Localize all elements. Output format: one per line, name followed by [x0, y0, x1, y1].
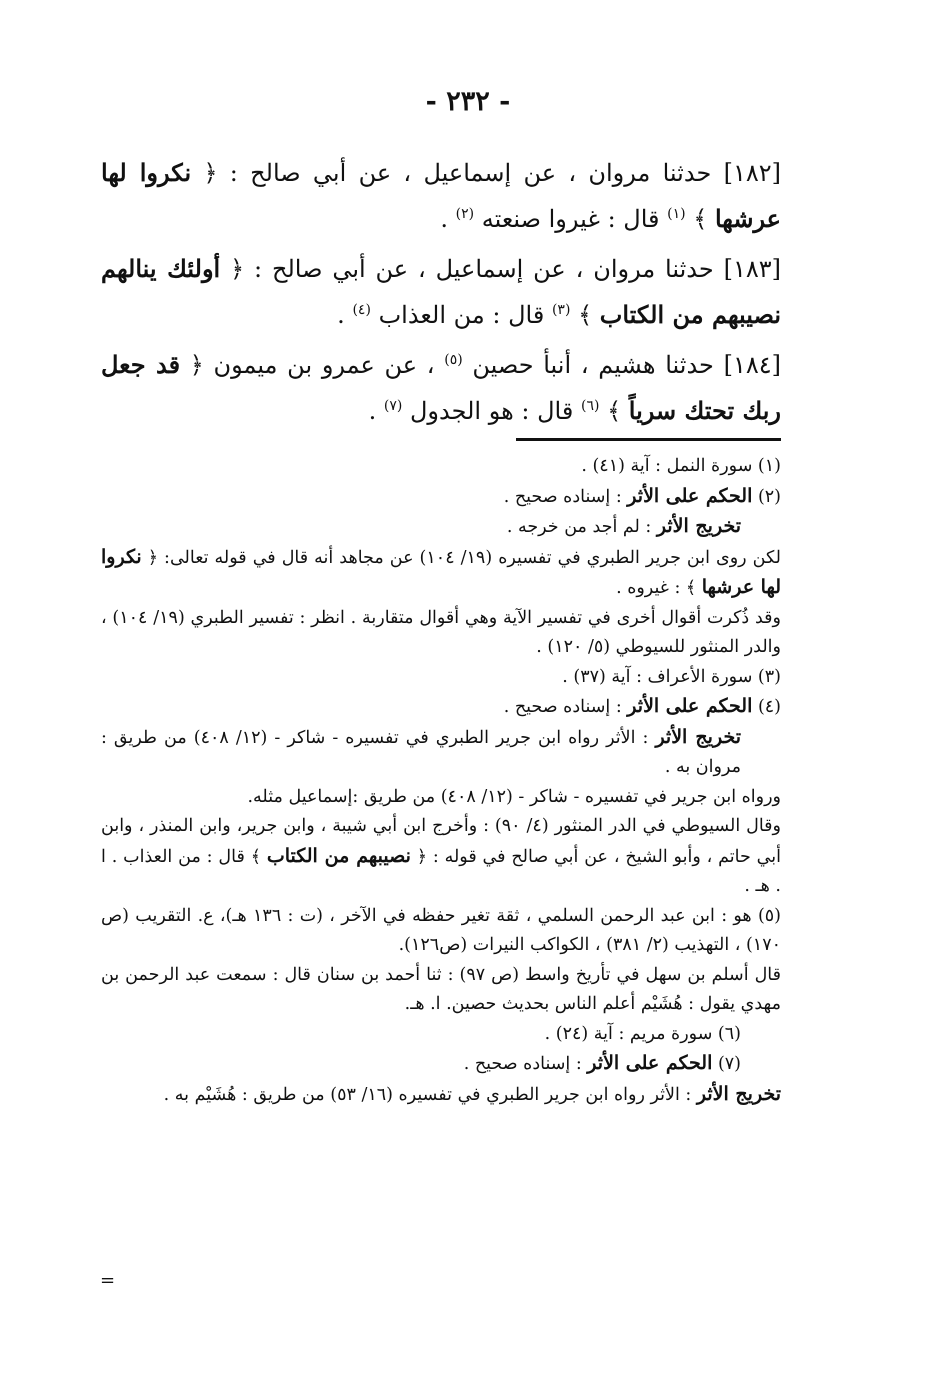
footnote-ref: (٥) — [444, 352, 463, 368]
footnote-paragraph — [101, 543, 781, 604]
footnotes — [101, 452, 781, 1110]
takhrij-label: تخريج الأثر — [696, 1082, 781, 1105]
footnote-number: (٢) — [757, 486, 781, 507]
takhrij-line — [101, 1080, 781, 1111]
footnote-4 — [101, 692, 781, 723]
entry-intro: حدثنا هشيم ، أنبأ حصين — [472, 351, 714, 379]
page-number: - ٢٣٢ - — [425, 86, 511, 117]
entry-number: [١٨٣] — [723, 255, 782, 283]
footnote-5: (٥) هو : ابن عبد الرحمن السلمي ، ثقة تغير حفظه في الآخر ، (ت : ١٣٦ هـ)، ع. التقريب (ص ١٧٠) ، التهذيب (٢/ ٣٨١) ، الكواكب النيرات (ص١٢٦). — [101, 905, 781, 955]
note-text: لكن روى ابن جرير الطبري في تفسيره (١٩/ ١٠٤) عن مجاهد أنه قال في قوله تعالى: ﴿ — [147, 547, 781, 568]
entry-intro: حدثنا مروان ، عن إسماعيل ، عن أبي صالح : ﴿ — [203, 159, 712, 187]
footnote-paragraph: وقد ذُكرت أقوال أخرى في تفسير الآية وهي أقوال متقاربة . انظر : تفسير الطبري (١٩/ ١٠٤) ، والدر المنثور للسيوطي (٥/ ١٢٠) . — [101, 607, 781, 657]
quran-verse: نكروا لها عرشها — [101, 545, 781, 598]
footnote-separator — [516, 438, 781, 441]
footnote-ref: (٢) — [455, 206, 475, 222]
footnote-paragraph: قال أسلم بن سهل في تأريخ واسط (ص ٩٧) : ثنا أحمد بن سنان قال : سمعت عبد الرحمن بن مهدي يقول : هُشَيْم أعلم الناس بحديث حصين. ا. هـ. — [101, 964, 781, 1014]
footnote-ref: (٧) — [383, 398, 403, 414]
entry-intro: حدثنا مروان ، عن إسماعيل ، عن أبي صالح : ﴿ — [230, 255, 714, 283]
entry-end: . — [337, 301, 345, 329]
ruling-label: الحكم على الأثر — [627, 484, 753, 507]
entry-182 — [101, 150, 781, 242]
footnote-1: (١) سورة النمل : آية (٤١) . — [581, 456, 781, 476]
note-text: ﴾ : غيروه . — [616, 578, 697, 598]
ruling-text: : إسناده صحيح . — [503, 486, 622, 507]
takhrij-text: : لم أجد من خرجه . — [506, 517, 652, 537]
ruling-text: : إسناده صحيح . — [503, 697, 622, 717]
footnote-ref: (١) — [667, 206, 686, 222]
footnote-paragraph — [101, 812, 781, 902]
quran-verse: نصيبهم من الكتاب — [266, 844, 411, 867]
footnote-7 — [101, 1049, 781, 1080]
entry-text: قال : غيروا صنعته — [481, 205, 660, 233]
verse-bracket: ﴾ — [578, 301, 593, 329]
verse-bracket: ﴾ — [607, 397, 622, 425]
entry-184 — [101, 342, 781, 434]
note-text: ﴾ قال : من العذاب . ا . هـ . — [101, 846, 781, 896]
entry-end: . — [368, 397, 377, 425]
takhrij-line — [101, 723, 781, 783]
entry-end: . — [440, 205, 448, 233]
main-text — [101, 150, 781, 438]
note-text: وقال السيوطي في الدر المنثور (٤/ ٩٠) : وأخرج ابن أبي شيبة ، وابن جرير، وابن المنذر ، وابن أبي حاتم ، وأبو الشيخ ، عن أبي صالح في قوله : ﴿ — [101, 816, 781, 867]
takhrij-line — [101, 512, 781, 543]
takhrij-text: : الأثر رواه ابن جرير الطبري في تفسيره (١٦/ ٥٣) من طريق : هُشَيْم به . — [163, 1084, 692, 1105]
footnote-ref: (٤) — [352, 302, 371, 318]
takhrij-text: : الأثر رواه ابن جرير الطبري في تفسيره - شاكر - (١٢/ ٤٠٨) من طريق : مروان به . — [101, 727, 741, 777]
quran-verse: أولئك ينالهم نصيبهم من الكتاب — [101, 254, 781, 329]
entry-intro-2: ، عن عمرو بن ميمون ﴿ — [189, 351, 435, 379]
footnote-number: (٤) — [757, 697, 781, 717]
ruling-text: : إسناده صحيح . — [463, 1054, 582, 1074]
quran-verse: نكروا لها عرشها — [101, 158, 781, 233]
footnote-3: (٣) سورة الأعراف : آية (٣٧) . — [562, 666, 781, 687]
ruling-label: الحكم على الأثر — [627, 695, 753, 717]
entry-number: [١٨٤] — [723, 351, 781, 379]
entry-text: قال : من العذاب — [378, 301, 545, 329]
verse-bracket: ﴾ — [693, 205, 708, 233]
quran-verse: قد جعل ربك تحتك سرياً — [101, 350, 781, 425]
entry-number: [١٨٢] — [723, 159, 782, 187]
footnote-paragraph: ورواه ابن جرير في تفسيره - شاكر - (١٢/ ٤٠٨) من طريق :إسماعيل مثله. — [247, 786, 781, 807]
entry-183 — [101, 246, 781, 338]
takhrij-label: تخريج الأثر — [656, 515, 741, 537]
takhrij-label: تخريج الأثر — [655, 725, 741, 748]
ruling-label: الحكم على الأثر — [587, 1052, 713, 1074]
footnote-ref: (٦) — [580, 398, 600, 414]
footnote-number: (٧) — [717, 1054, 741, 1074]
footnote-2 — [101, 482, 781, 513]
entry-text: قال : هو الجدول — [409, 397, 574, 425]
footnote-6: (٦) سورة مريم : آية (٢٤) . — [544, 1023, 741, 1044]
continuation-mark: = — [100, 1270, 116, 1291]
footnote-ref: (٣) — [551, 302, 571, 318]
